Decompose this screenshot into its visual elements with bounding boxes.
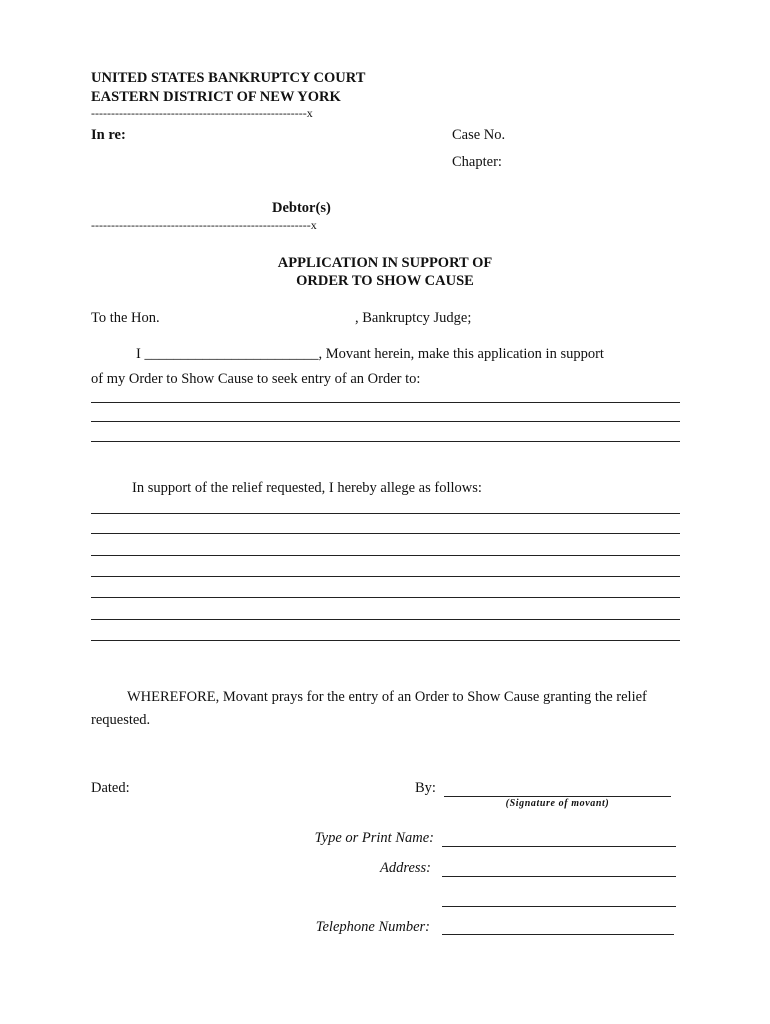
document-title-line1: APPLICATION IN SUPPORT OF bbox=[277, 255, 493, 271]
intro-line-2: of my Order to Show Cause to seek entry of an Order to: bbox=[91, 371, 421, 387]
court-district: EASTERN DISTRICT OF NEW YORK bbox=[91, 89, 341, 105]
to-hon-label: To the Hon. bbox=[91, 310, 160, 326]
telephone-line[interactable] bbox=[442, 934, 674, 935]
court-name: UNITED STATES BANKRUPTCY COURT bbox=[91, 70, 366, 86]
support-paragraph: In support of the relief requested, I hereby allege as follows: bbox=[132, 480, 482, 496]
allegation-line-6[interactable] bbox=[91, 619, 680, 620]
address-label: Address: bbox=[379, 860, 431, 876]
print-name-line[interactable] bbox=[442, 846, 676, 847]
chapter-label: Chapter: bbox=[452, 154, 502, 170]
caption-separator-bottom: -------------------------------------------------------x bbox=[91, 218, 317, 232]
relief-line-1[interactable] bbox=[91, 402, 680, 403]
relief-line-3[interactable] bbox=[91, 441, 680, 442]
dated-label: Dated: bbox=[91, 780, 130, 796]
allegation-line-3[interactable] bbox=[91, 555, 680, 556]
address-line-2[interactable] bbox=[442, 906, 676, 907]
debtors-label: Debtor(s) bbox=[272, 200, 331, 216]
wherefore-line-2: requested. bbox=[91, 712, 151, 728]
case-number-label: Case No. bbox=[452, 127, 506, 143]
in-re-label: In re: bbox=[91, 127, 126, 143]
telephone-label: Telephone Number: bbox=[315, 919, 430, 935]
signature-line[interactable] bbox=[444, 796, 671, 797]
relief-line-2[interactable] bbox=[91, 421, 680, 422]
bankruptcy-judge-label: , Bankruptcy Judge; bbox=[355, 310, 472, 326]
wherefore-line-1: WHEREFORE, Movant prays for the entry of an Order to Show Cause granting the relief bbox=[127, 689, 647, 705]
allegation-line-1[interactable] bbox=[91, 513, 680, 514]
allegation-line-7[interactable] bbox=[91, 640, 680, 641]
print-name-label: Type or Print Name: bbox=[314, 830, 434, 846]
intro-line-1: I ________________________, Movant herein, make this application in support bbox=[136, 346, 604, 362]
document-title-line2: ORDER TO SHOW CAUSE bbox=[296, 273, 474, 289]
allegation-line-2[interactable] bbox=[91, 533, 680, 534]
allegation-line-5[interactable] bbox=[91, 597, 680, 598]
address-line-1[interactable] bbox=[442, 876, 676, 877]
caption-separator-top: ------------------------------------------------------x bbox=[91, 106, 313, 120]
signature-caption: (Signature of movant) bbox=[505, 798, 610, 809]
allegation-line-4[interactable] bbox=[91, 576, 680, 577]
by-label: By: bbox=[415, 780, 436, 796]
